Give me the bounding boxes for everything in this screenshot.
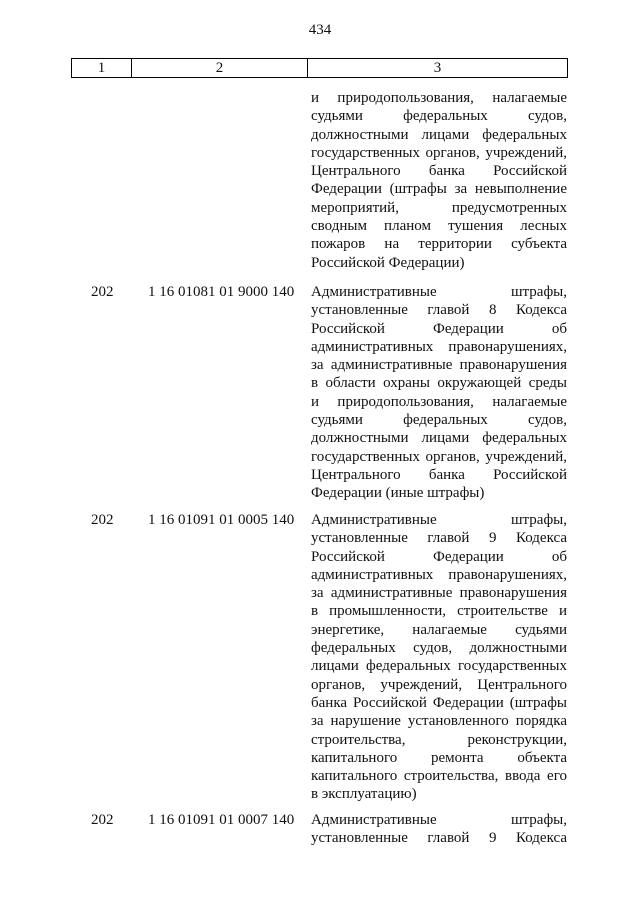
description-line: Административные штрафы, [311,812,567,828]
table-header [71,58,568,78]
page-number: 434 [308,22,332,38]
description-line: Федерации (штрафы за невыполнение [311,181,567,198]
description-line: установленные главой 9 Кодекса [311,530,567,547]
description-line: Федерации (иные штрафы) [311,485,485,502]
revenue-description [311,511,567,804]
description-line: мероприятий, предусмотренных [311,199,567,216]
description-line: за административные правонарушения [311,357,567,374]
description-line: Российской Федерации об [311,320,567,337]
description-line: должностными лицами федеральных [311,126,567,143]
description-line: сводным планом тушения лесных [311,218,567,235]
description-line: судьями федеральных судов, [311,412,567,429]
description-line: Российской Федерации об [311,548,567,565]
description-line: и природопользования, налагаемые [311,90,567,106]
admin-code: 202 [91,512,114,528]
description-line: Центрального банка Российской [311,163,567,180]
description-line: установленные главой 9 Кодекса [311,830,567,847]
description-line: строительства, реконструкции, [311,731,567,748]
revenue-description [311,811,567,848]
description-line: государственных органов, учреждений, [311,144,567,161]
description-line: установленные главой 8 Кодекса [311,302,567,319]
description-line: в области охраны окружающей среды [311,375,567,392]
description-line: Центрального банка Российской [311,466,567,483]
description-line: в эксплуатацию) [311,786,417,803]
description-line: энергетике, налагаемые судьями [311,621,567,638]
budget-classification-code: 1 16 01081 01 9000 140 [148,284,295,300]
admin-code: 202 [91,812,114,828]
description-line: за нарушение установленного порядка [311,713,567,730]
description-line: Российской Федерации) [311,254,465,271]
description-line: капитального ремонта объекта [311,749,567,766]
description-line: банка Российской Федерации (штрафы [311,694,567,711]
description-line: за административные правонарушения [311,585,567,602]
description-line: лицами федеральных государственных [311,658,567,675]
revenue-description [311,89,567,272]
budget-classification-code: 1 16 01091 01 0005 140 [148,512,295,528]
description-line: пожаров на территории субъекта [311,236,567,253]
description-line: и природопользования, налагаемые [311,393,567,410]
description-line: Административные штрафы, [311,284,567,300]
revenue-description [311,283,567,503]
admin-code: 202 [91,284,114,300]
description-line: капитального строительства, ввода его [311,768,567,785]
description-line: органов, учреждений, Центрального [311,676,567,693]
description-line: федеральных судов, должностными [311,640,567,657]
description-line: должностными лицами федеральных [311,430,567,447]
header-col-1: 1 [72,59,132,77]
header-col-3: 3 [433,60,442,76]
description-line: административных правонарушениях, [311,338,567,355]
description-line: государственных органов, учреждений, [311,448,567,465]
header-col-2: 2 [132,59,308,77]
description-line: административных правонарушениях, [311,566,567,583]
description-line: судьями федеральных судов, [311,108,567,125]
budget-classification-code: 1 16 01091 01 0007 140 [148,812,295,828]
description-line: Административные штрафы, [311,512,567,528]
description-line: в промышленности, строительстве и [311,603,567,620]
